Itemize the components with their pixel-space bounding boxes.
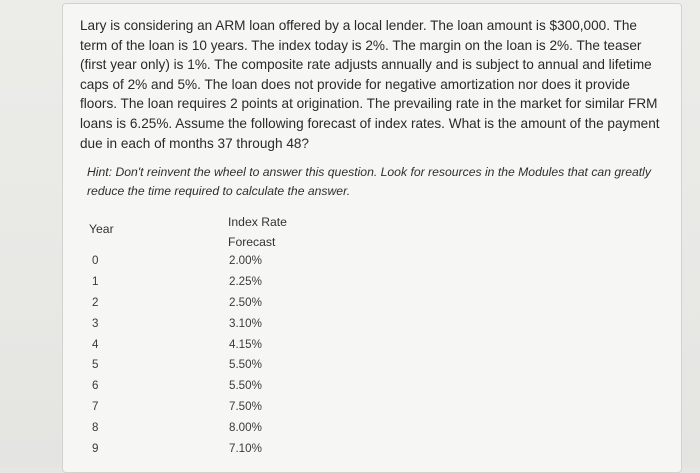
table-row: [0, 296, 700, 317]
row-year: 3: [92, 316, 99, 330]
table-row: [0, 358, 700, 379]
hint-text: Hint: Don't reinvent the wheel to answer this question. Look for resources in the Modules that can greatly reduce the time required to calculate the answer.: [87, 165, 651, 198]
table-header-year: Year: [89, 222, 114, 236]
row-rate: 2.25%: [229, 274, 262, 288]
row-year: 5: [92, 358, 99, 372]
table-row: [0, 275, 700, 296]
row-year: 7: [92, 400, 99, 414]
row-year: 4: [92, 337, 99, 351]
table-row: [0, 317, 700, 338]
question-text: Lary is considering an ARM loan offered by a local lender. The loan amount is $300,000. The term of the loan is 10 years. The index today is 2%. The margin on the loan is 2%. The teaser (first year only) is 1%. The composite rate adjusts annually and is subject to annual and lifetime caps of 2% and 5%. The loan does not provide for negative amortization nor does it provide floors. The loan requires 2 points at origination. The prevailing rate in the market for similar FRM loans is 6.25%. Assume the following forecast of index rates. What is the amount of the payment due in each of months 37 through 48?: [80, 18, 660, 151]
table-row: [0, 421, 700, 442]
table-header-rate-line2: Forecast: [228, 234, 276, 249]
table-row: [0, 254, 700, 275]
row-rate: 2.00%: [229, 254, 262, 267]
row-year: 6: [92, 379, 99, 393]
row-year: 0: [92, 254, 99, 267]
row-year: 9: [92, 442, 99, 456]
table-row: [0, 400, 700, 421]
row-rate: 5.50%: [229, 379, 262, 393]
row-year: 1: [92, 274, 99, 288]
row-rate: 5.50%: [229, 358, 262, 372]
table-header-rate-line1: Index Rate: [228, 215, 287, 229]
row-rate: 2.50%: [229, 295, 262, 309]
table-row: [0, 379, 700, 400]
row-rate: 7.10%: [229, 442, 262, 456]
row-year: 2: [92, 295, 99, 309]
index-rate-table: [0, 254, 700, 463]
row-rate: 8.00%: [229, 421, 262, 435]
row-rate: 3.10%: [229, 316, 262, 330]
row-rate: 4.15%: [229, 337, 262, 351]
row-rate: 7.50%: [229, 400, 262, 414]
row-year: 8: [92, 421, 99, 435]
table-header-rate: [228, 213, 308, 252]
table-row: [0, 442, 700, 463]
table-row: [0, 338, 700, 359]
